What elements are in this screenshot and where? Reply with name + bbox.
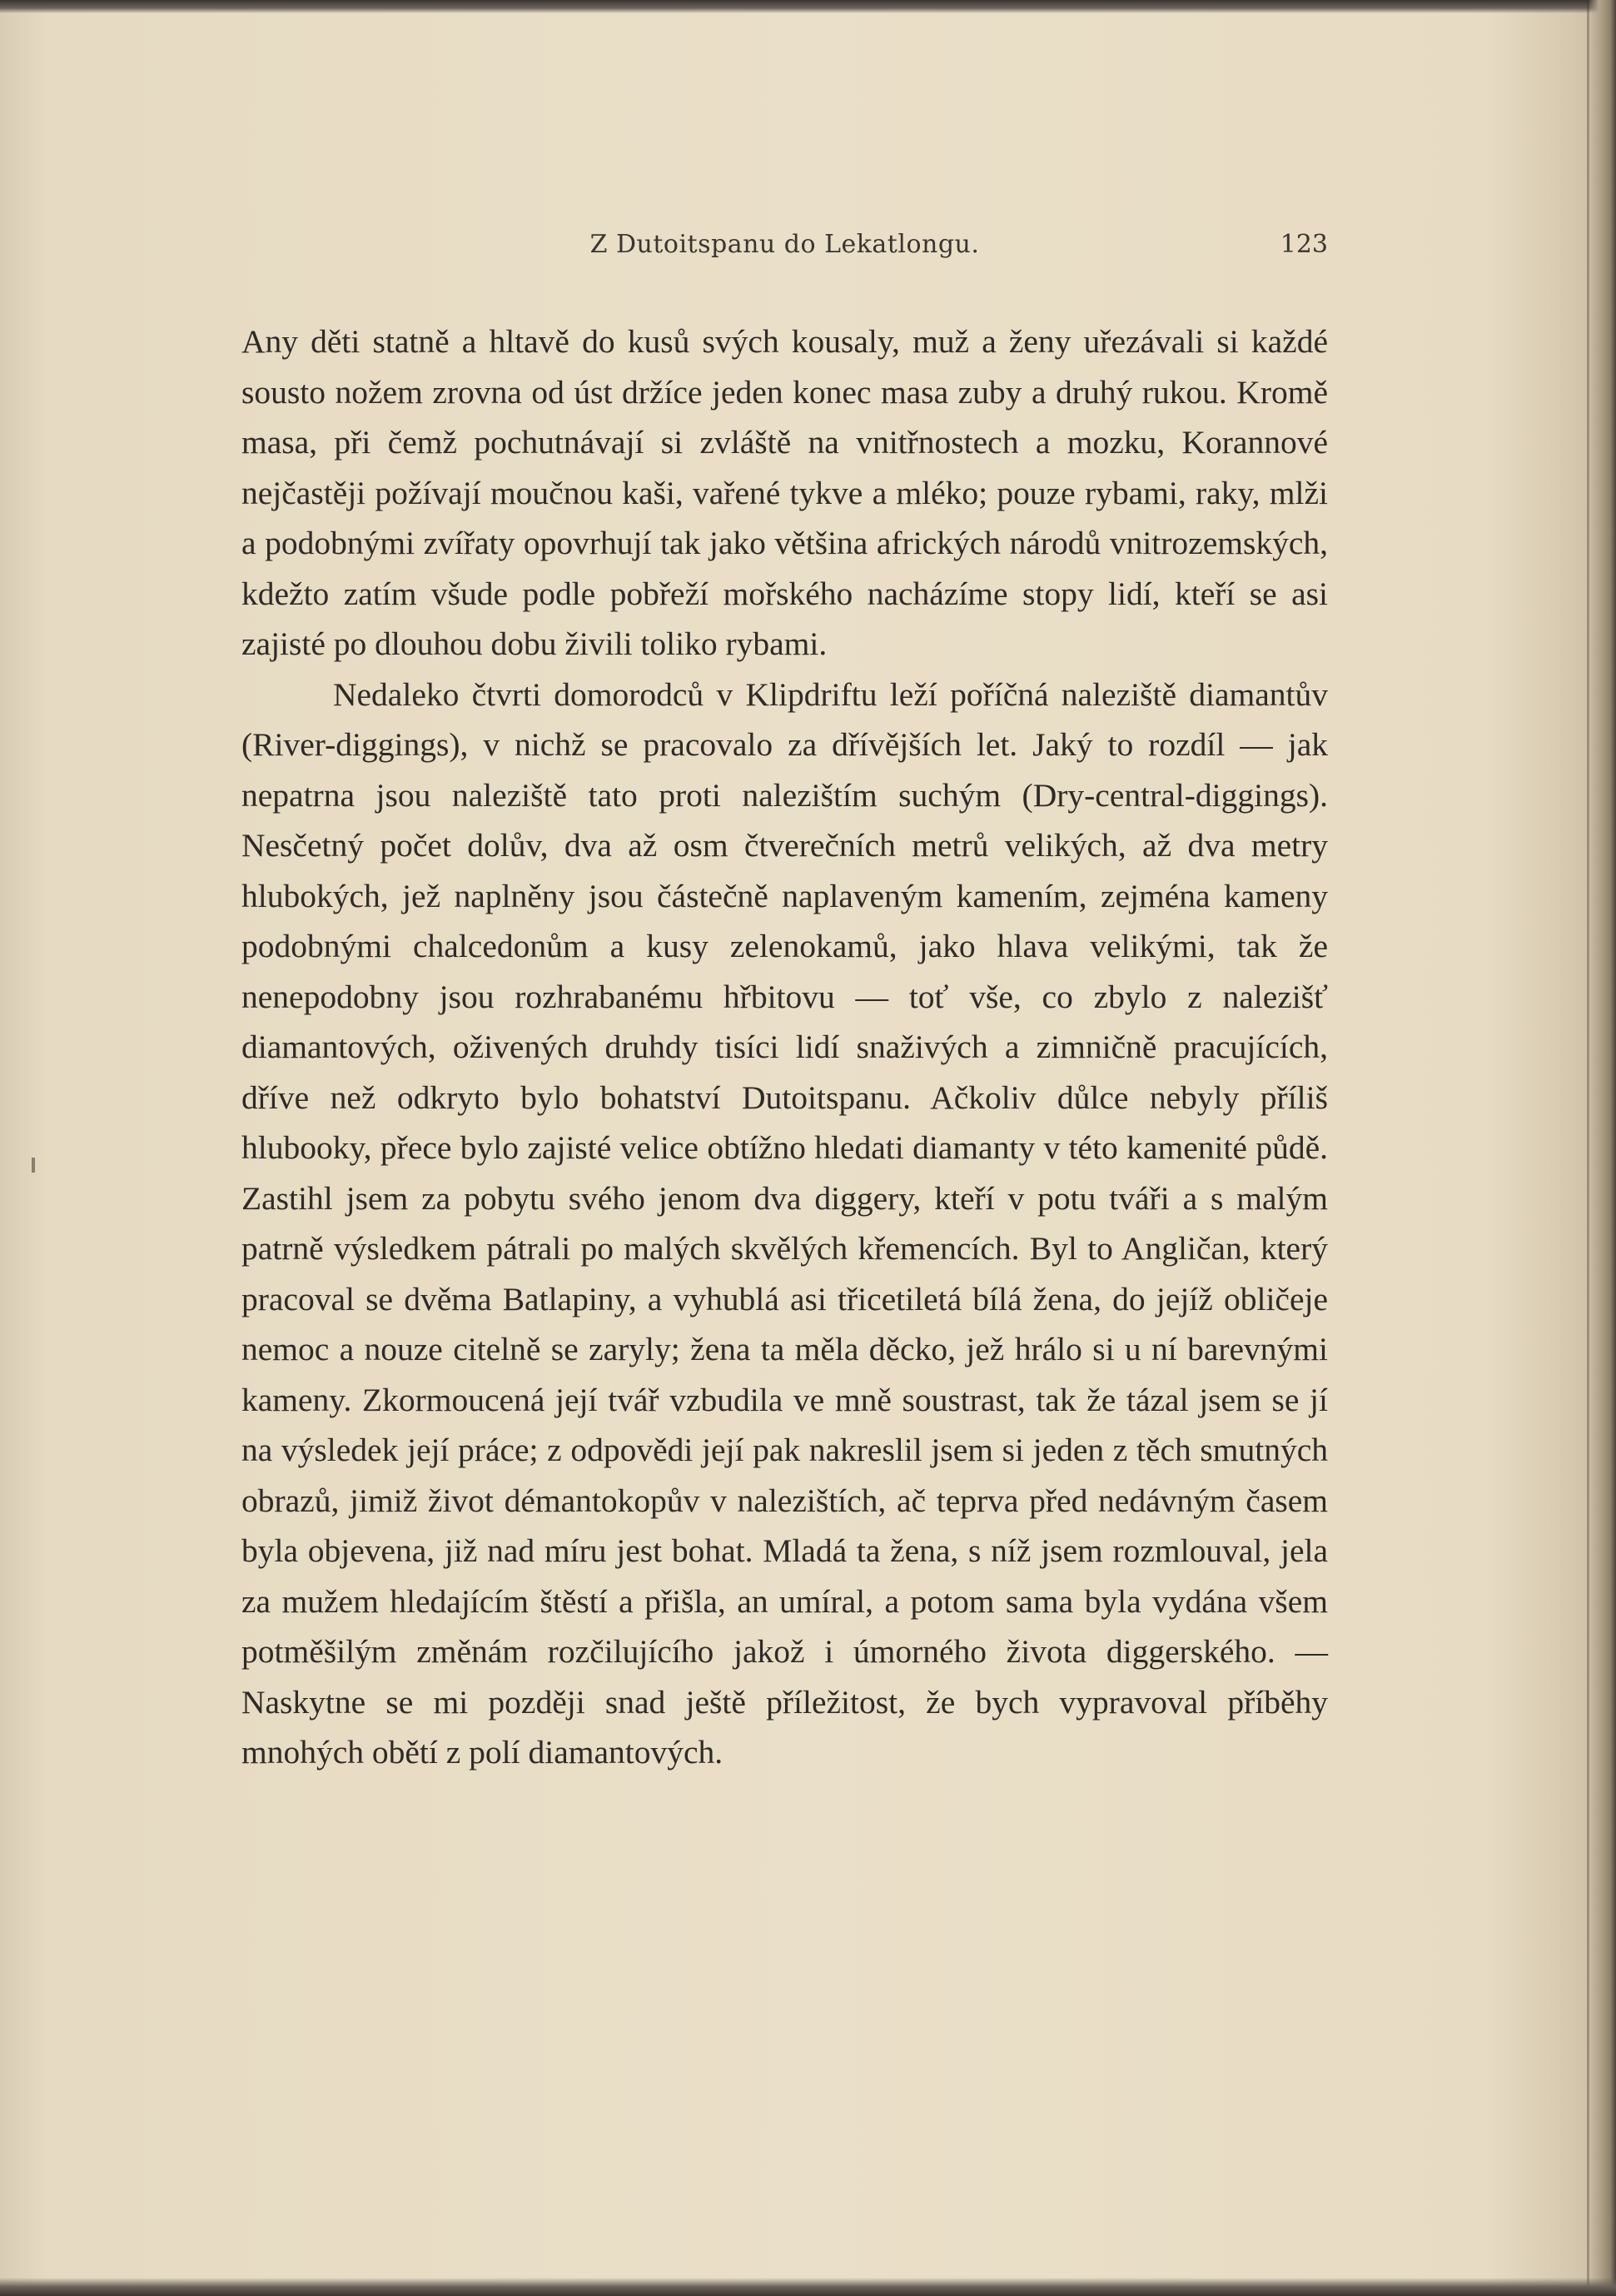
paragraph: Any děti statně a hltavě do kusů svých kousaly, muž a ženy uřezávali si každé sousto nožem zrovna od úst držíce jeden konec masa zuby a druhý rukou. Kromě masa, při čemž pochutnávají si zvláště na vnitřnostech a mozku, Korannové nejčastěji požívají moučnou kaši, vařené tykve a mléko; pouze rybami, raky, mlži a podobnými zvířaty opovrhují tak jako většina afrických národů vnitrozemských, kdežto zatím všude podle pobřeží mořského nacházíme stopy lidí, kteří se asi zajisté po dlouhou dobu živili toliko rybami. — [241, 323, 1328, 662]
page-edge-line — [1587, 0, 1589, 2296]
page-bottom-shadow — [0, 2278, 1616, 2296]
running-title: Z Dutoitspanu do Lekatlongu. — [589, 230, 980, 259]
page-header — [241, 230, 1328, 271]
page-top-shadow — [0, 0, 1616, 13]
page-gutter-shadow — [1588, 0, 1616, 2296]
margin-mark — [32, 1158, 35, 1173]
page-number: 123 — [1280, 230, 1328, 259]
paragraph: Nedaleko čtvrti domorodců v Klipdriftu leží poříčná naleziště diamantův (River-diggings), v nichž se pracovalo za dřívějších let. Jaký to rozdíl — jak nepatrna jsou naleziště tato proti nalezištím suchým (Dry-central-diggings). Nesčetný počet dolův, dva až osm čtverečních metrů velikých, až dva metry hlubokých, jež naplněny jsou částečně naplaveným kamením, zejména kameny podobnými chalcedonům a kusy zelenokamů, jako hlava velikými, tak že nenepodobny jsou rozhrabanému hřbitovu — toť vše, co zbylo z nalezišť diamantových, oživených druhdy tisíci lidí snaživých a zimničně pracujících, dříve než odkryto bylo bohatství Dutoitspanu. Ačkoliv důlce nebyly příliš hlubooky, přece bylo zajisté velice obtížno hledati diamanty v této kamenité půdě. Zastihl jsem za pobytu svého jenom dva diggery, kteří v potu tváři a s malým patrně výsledkem pátrali po malých skvělých křemencích. Byl to Angličan, který pracoval se dvěma Batlapiny, a vyhublá asi třicetiletá bílá žena, do jejíž obličeje nemoc a nouze citelně se zaryly; žena ta měla děcko, jež hrálo si u ní barevnými kameny. Zkormoucená její tvář vzbudila ve mně soustrast, tak že tázal jsem se jí na výsledek její práce; z odpovědi její pak nakreslil jsem si jeden z těch smutných obrazů, jimiž život démantokopův v nalezištích, ač teprva před nedávným časem byla objevena, již nad míru jest bohat. Mladá ta žena, s níž jsem rozmlouval, jela za mužem hledajícím štěstí a přišla, an umíral, a potom sama byla vydána všem potměšilým změnám rozčilujícího jakož i úmorného života diggerského. — Naskytne se mi později snad ještě příležitost, že bych vypravoval příběhy mnohých obětí z polí diamantových. — [241, 675, 1328, 1771]
body-text — [241, 316, 1328, 1778]
